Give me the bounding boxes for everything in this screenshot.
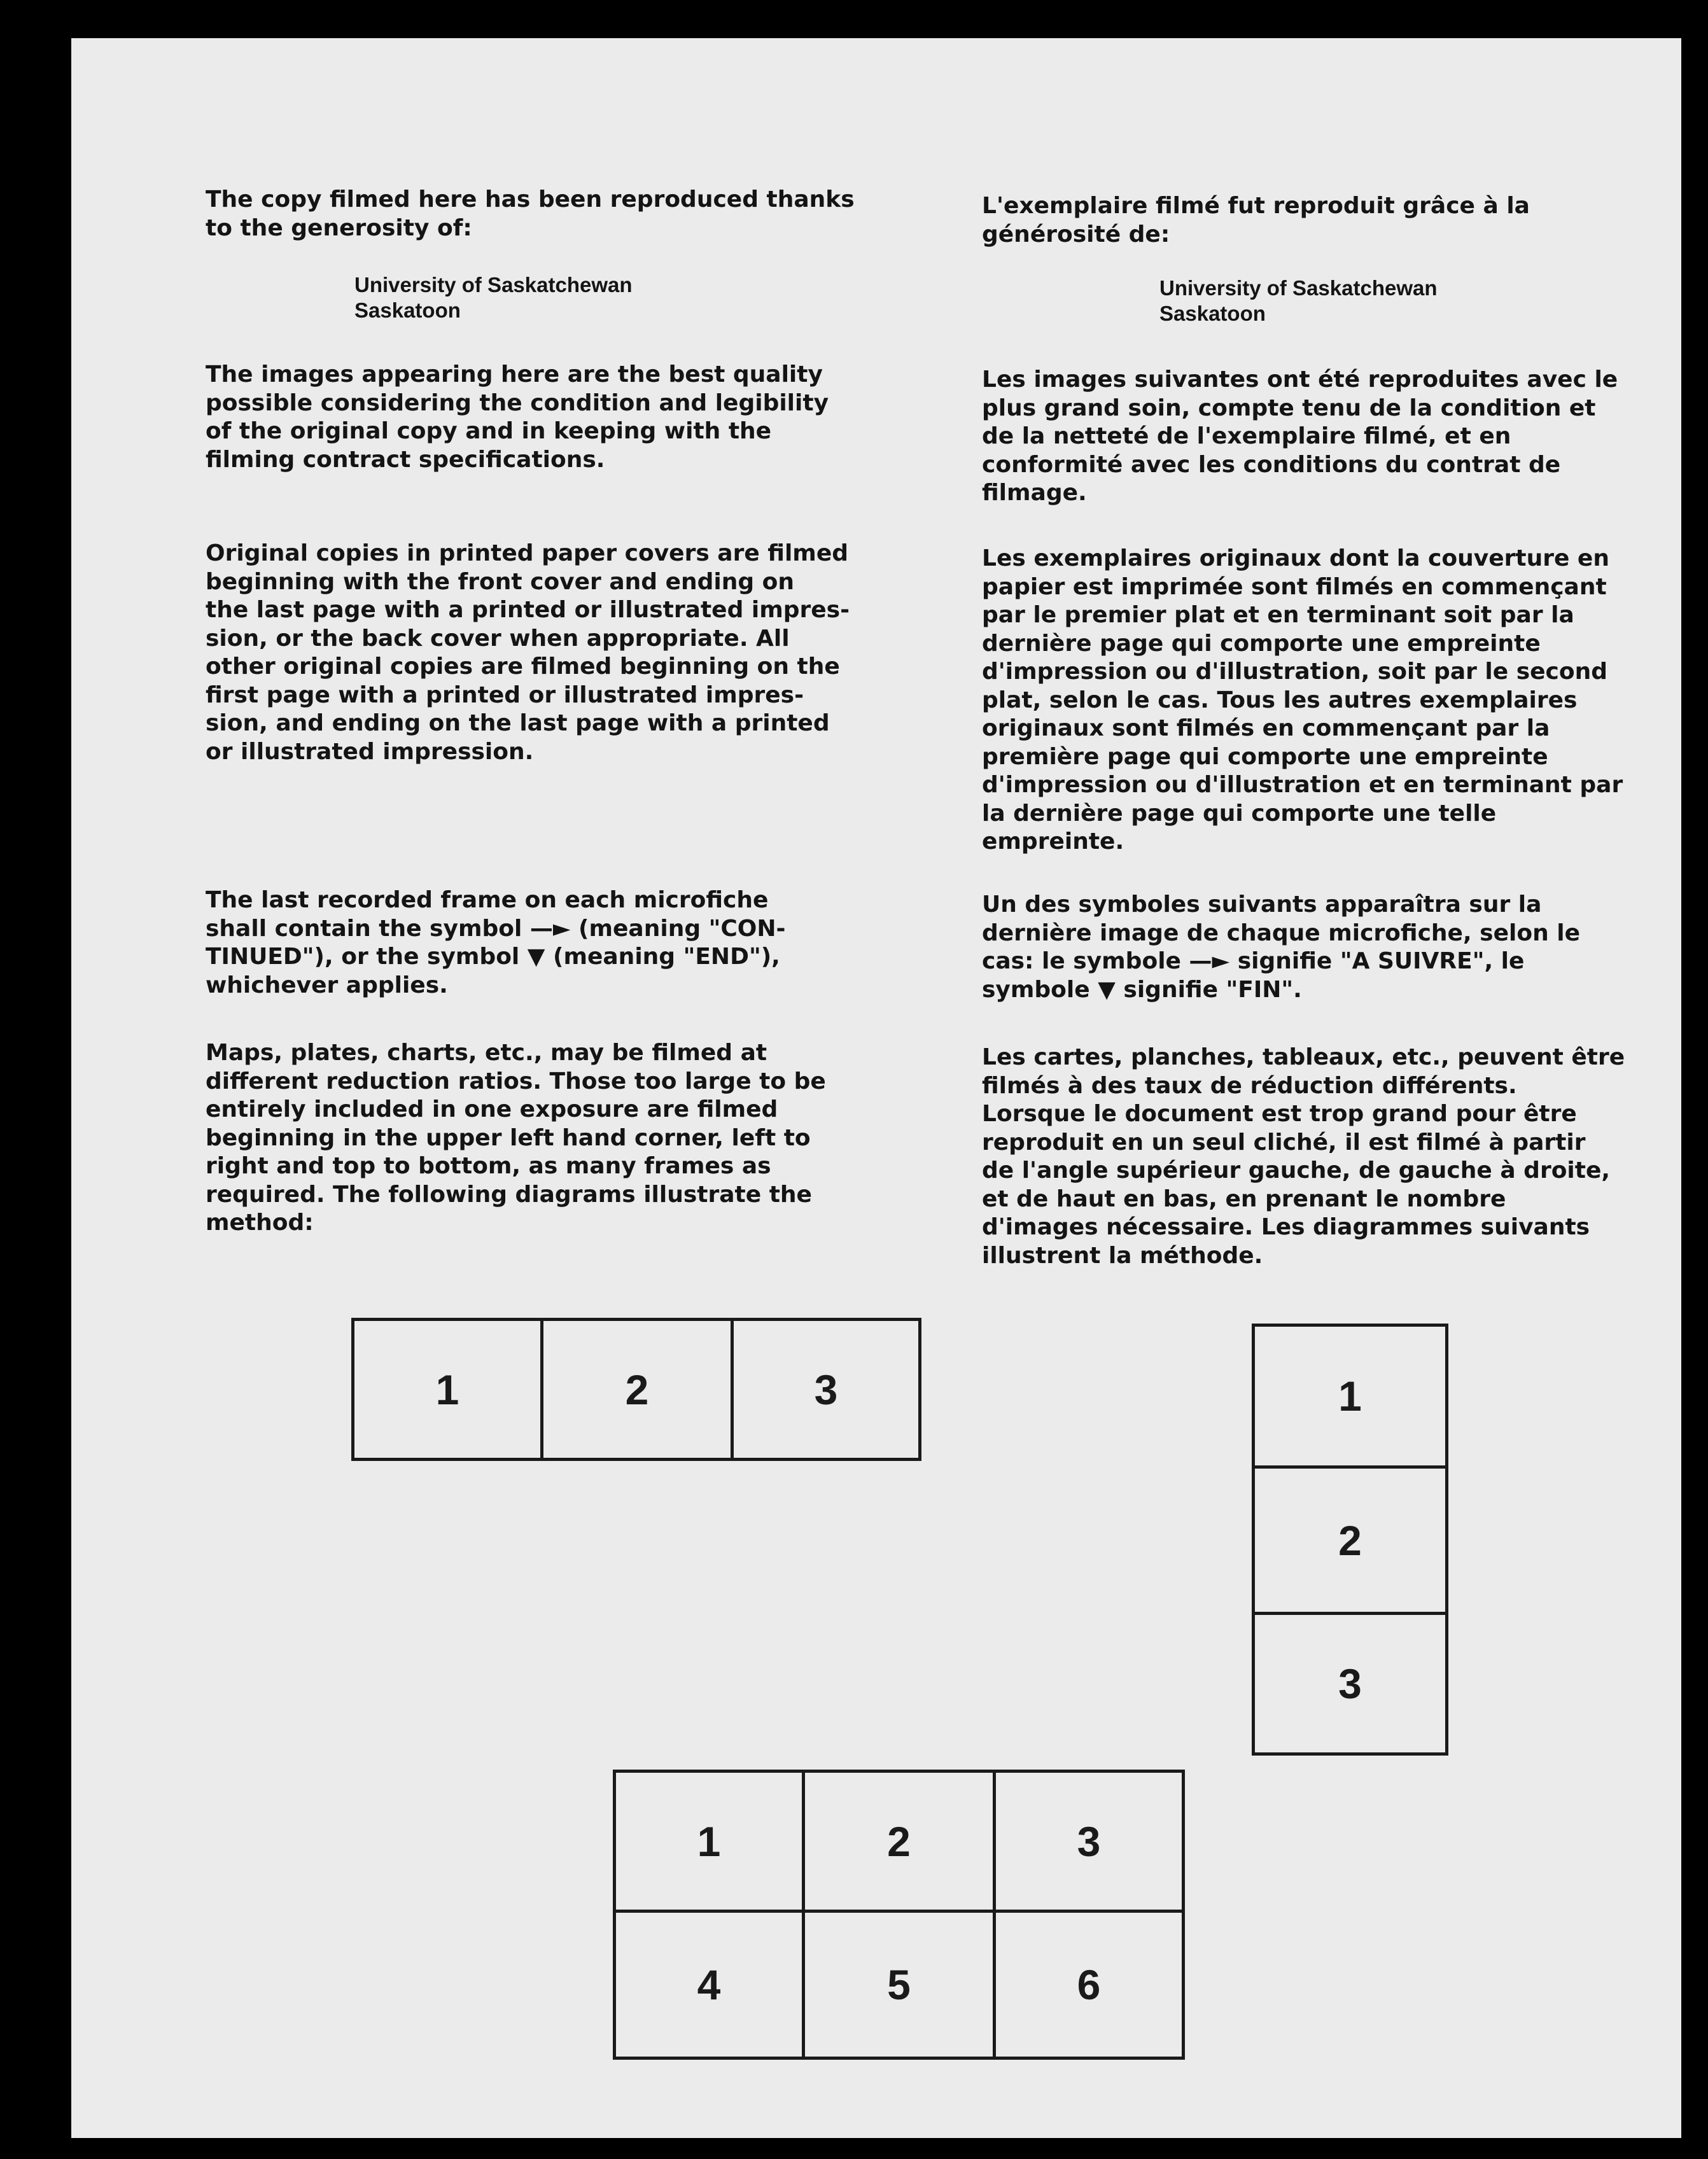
frame-cell: 1 <box>613 1770 805 1913</box>
frame-cell: 6 <box>993 1910 1185 2060</box>
fr-maps-method: Les cartes, planches, tableaux, etc., peuvent être filmés à des taux de réduction différents. Lorsque le document est trop grand pour être reproduit en un seul cliché, il est filmé à partir de l'angle supérieur gauche, de gauche à droite, et de haut en bas, en prenant le nombre d'images nécessaire. Les diagrammes suivants illustrent la méthode. <box>982 1044 1625 1269</box>
fr-institution-name: University of Saskatchewan <box>1159 276 1438 300</box>
frame-cell: 2 <box>802 1770 996 1913</box>
en-symbols: The last recorded frame on each microfiche shall contain the symbol —► (meaning "CON- TINUED"), or the symbol ▼ (meaning "END"), whichever applies. <box>206 887 786 998</box>
fr-acknowledgement: L'exemplaire filmé fut reproduit grâce à la générosité de: <box>982 193 1530 248</box>
frame-cell: 3 <box>993 1770 1185 1913</box>
en-acknowledgement: The copy filmed here has been reproduced thanks to the generosity of: <box>206 186 855 241</box>
en-maps-method: Maps, plates, charts, etc., may be filmed at different reduction ratios. Those too large to be entirely included in one exposure are filmed beginning in the upper left hand corner, left to right and top to bottom, as many frames as required. The following diagrams illustrate the method: <box>206 1040 826 1236</box>
fr-image-quality: Les images suivantes ont été reproduites avec le plus grand soin, compte tenu de la condition et de la netteté de l'exemplaire filmé, et en conformité avec les conditions du contrat de filmage. <box>982 367 1618 506</box>
frame-cell: 4 <box>613 1910 805 2060</box>
en-institution-city: Saskatoon <box>354 298 461 322</box>
en-institution-name: University of Saskatchewan <box>354 273 633 297</box>
fr-symbols: Un des symboles suivants apparaîtra sur la dernière image de chaque microfiche, selon le cas: le symbole —► signifie "A SUIVRE", le symbole ▼ signifie "FIN". <box>982 891 1581 1003</box>
frame-cell: 1 <box>1252 1324 1448 1469</box>
en-image-quality: The images appearing here are the best quality possible considering the condition and legibility of the original copy and in keeping with the filming contract specifications. <box>206 361 829 473</box>
fr-institution-city: Saskatoon <box>1159 302 1266 325</box>
frame-cell: 3 <box>1252 1612 1448 1756</box>
en-filming-order: Original copies in printed paper covers are filmed beginning with the front cover and ending on the last page with a printed or illustrated impres- sion, or the back cover when appropriate. All other original copies are filmed beginning on the first page with a printed or illustrated impres- sion, and ending on the last page with a printed or illustrated impression. <box>206 540 850 765</box>
frame-cell: 1 <box>351 1318 543 1461</box>
frame-cell: 2 <box>540 1318 734 1461</box>
frame-cell: 5 <box>802 1910 996 2060</box>
frame-cell: 2 <box>1252 1465 1448 1615</box>
fr-filming-order: Les exemplaires originaux dont la couverture en papier est imprimée sont filmés en commençant par le premier plat et en terminant soit par la dernière page qui comporte une empreinte d'impression ou d'illustration, soit par le second plat, selon le cas. Tous les autres exemplaires originaux sont filmés en commençant par la première page qui comporte une empreinte d'impression ou d'illustration et en terminant par la dernière page qui comporte une telle empreinte. <box>982 545 1623 855</box>
frame-cell: 3 <box>731 1318 921 1461</box>
